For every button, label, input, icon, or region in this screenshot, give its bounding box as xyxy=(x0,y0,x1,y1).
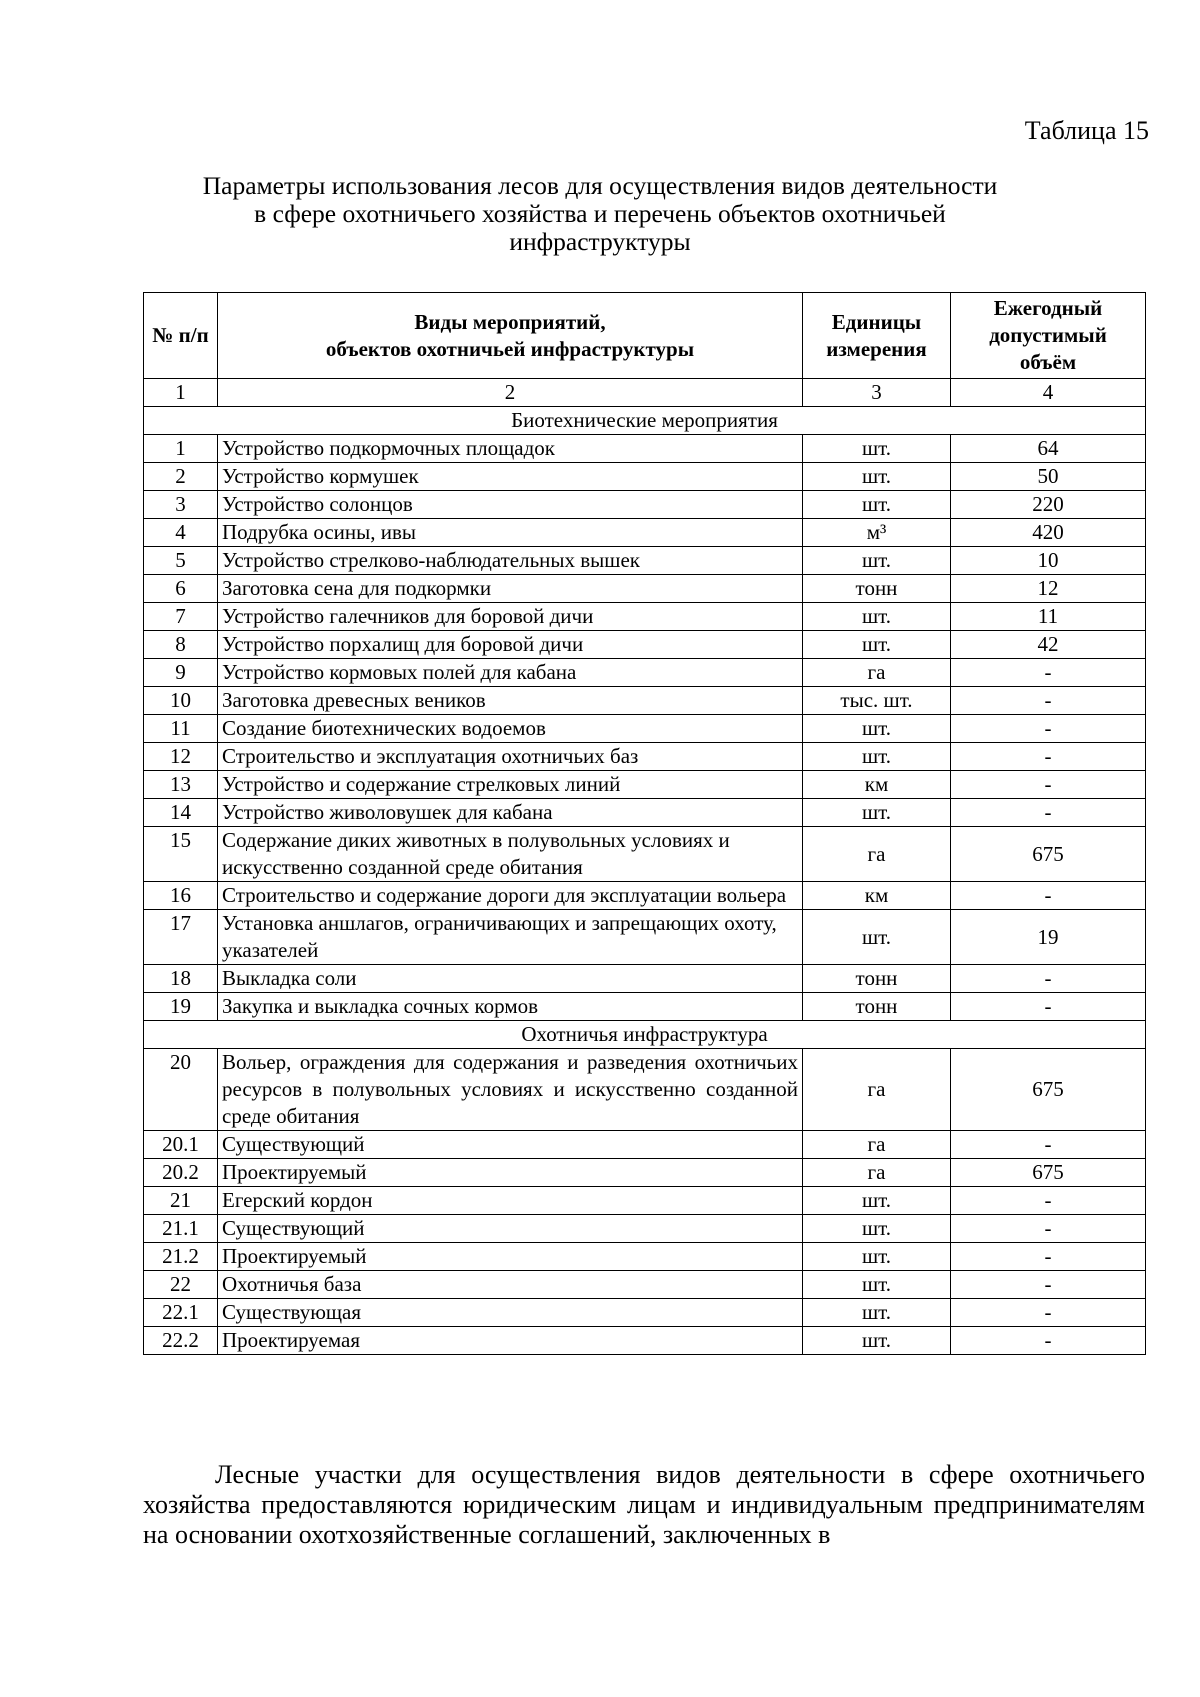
row-volume: - xyxy=(951,1187,1146,1215)
header-row xyxy=(144,293,1146,379)
row-number: 7 xyxy=(144,603,218,631)
row-name: Содержание диких животных в полувольных условиях и искусственно созданной среде обитания xyxy=(218,827,803,882)
table-row xyxy=(144,491,1146,519)
row-volume: - xyxy=(951,1215,1146,1243)
row-name: Существующий xyxy=(218,1215,803,1243)
table-row xyxy=(144,771,1146,799)
row-name: Заготовка сена для подкормки xyxy=(218,575,803,603)
table-row xyxy=(144,1243,1146,1271)
row-volume: - xyxy=(951,1299,1146,1327)
row-name: Охотничья база xyxy=(218,1271,803,1299)
section-title: Охотничья инфраструктура xyxy=(144,1021,1146,1049)
row-volume: 19 xyxy=(951,910,1146,965)
row-name: Подрубка осины, ивы xyxy=(218,519,803,547)
row-name: Создание биотехнических водоемов xyxy=(218,715,803,743)
row-number: 12 xyxy=(144,743,218,771)
row-name: Существующая xyxy=(218,1299,803,1327)
column-numbers-row xyxy=(144,379,1146,407)
row-unit: га xyxy=(803,659,951,687)
column-number: 1 xyxy=(144,379,218,407)
table-row xyxy=(144,882,1146,910)
table-row xyxy=(144,687,1146,715)
row-number: 20.1 xyxy=(144,1131,218,1159)
row-volume: - xyxy=(951,1327,1146,1355)
row-name: Существующий xyxy=(218,1131,803,1159)
table-row xyxy=(144,827,1146,882)
row-number: 9 xyxy=(144,659,218,687)
row-unit: шт. xyxy=(803,910,951,965)
row-volume: - xyxy=(951,687,1146,715)
row-name: Закупка и выкладка сочных кормов xyxy=(218,993,803,1021)
title-line: Параметры использования лесов для осуществления видов деятельности xyxy=(202,171,998,200)
table-body xyxy=(144,407,1146,1355)
row-number: 10 xyxy=(144,687,218,715)
row-unit: шт. xyxy=(803,743,951,771)
table-row xyxy=(144,1299,1146,1327)
row-volume: - xyxy=(951,715,1146,743)
header-unit: Единицы измерения xyxy=(803,293,951,379)
row-name: Устройство кормовых полей для кабана xyxy=(218,659,803,687)
row-name: Устройство подкормочных площадок xyxy=(218,435,803,463)
header-name: Виды мероприятий, объектов охотничьей инфраструктуры xyxy=(218,293,803,379)
row-volume: 420 xyxy=(951,519,1146,547)
body-paragraph: Лесные участки для осуществления видов деятельности в сфере охотничьего хозяйства предоставляются юридическим лицам и индивидуальным предпринимателям на основании охотхозяйственные соглашений, заключенных в xyxy=(143,1460,1145,1549)
row-unit: шт. xyxy=(803,1327,951,1355)
row-volume: 50 xyxy=(951,463,1146,491)
row-unit: га xyxy=(803,1049,951,1131)
row-name: Устройство живоловушек для кабана xyxy=(218,799,803,827)
row-volume: - xyxy=(951,1243,1146,1271)
row-unit: шт. xyxy=(803,1215,951,1243)
row-number: 8 xyxy=(144,631,218,659)
row-volume: - xyxy=(951,965,1146,993)
row-volume: 675 xyxy=(951,827,1146,882)
table-row xyxy=(144,1131,1146,1159)
row-number: 1 xyxy=(144,435,218,463)
section-title: Биотехнические мероприятия xyxy=(144,407,1146,435)
section-header-row xyxy=(144,1021,1146,1049)
table-row xyxy=(144,1271,1146,1299)
row-number: 2 xyxy=(144,463,218,491)
table-row xyxy=(144,547,1146,575)
row-number: 14 xyxy=(144,799,218,827)
row-volume: - xyxy=(951,1271,1146,1299)
row-unit: тыс. шт. xyxy=(803,687,951,715)
row-volume: 675 xyxy=(951,1159,1146,1187)
header-volume: Ежегодный допустимый объём xyxy=(951,293,1146,379)
section-header-row xyxy=(144,407,1146,435)
row-name: Заготовка древесных веников xyxy=(218,687,803,715)
row-volume: 220 xyxy=(951,491,1146,519)
parameters-table xyxy=(143,292,1146,1355)
row-unit: шт. xyxy=(803,491,951,519)
table-row xyxy=(144,519,1146,547)
title-line: инфраструктуры xyxy=(509,227,691,256)
table-row xyxy=(144,743,1146,771)
row-volume: - xyxy=(951,993,1146,1021)
row-volume: - xyxy=(951,771,1146,799)
row-name: Проектируемая xyxy=(218,1327,803,1355)
row-unit: шт. xyxy=(803,1271,951,1299)
row-volume: - xyxy=(951,659,1146,687)
row-unit: шт. xyxy=(803,1243,951,1271)
table-row xyxy=(144,715,1146,743)
row-name: Установка аншлагов, ограничивающих и запрещающих охоту, указателей xyxy=(218,910,803,965)
row-unit: шт. xyxy=(803,603,951,631)
table-row xyxy=(144,435,1146,463)
row-number: 19 xyxy=(144,993,218,1021)
row-number: 3 xyxy=(144,491,218,519)
header-num: № п/п xyxy=(144,293,218,379)
row-volume: - xyxy=(951,799,1146,827)
row-unit: шт. xyxy=(803,435,951,463)
row-number: 6 xyxy=(144,575,218,603)
row-name: Выкладка соли xyxy=(218,965,803,993)
title-line: в сфере охотничьего хозяйства и перечень объектов охотничьей xyxy=(254,199,946,228)
table-row xyxy=(144,1049,1146,1131)
row-number: 15 xyxy=(144,827,218,882)
row-volume: 675 xyxy=(951,1049,1146,1131)
table-row xyxy=(144,993,1146,1021)
table-row xyxy=(144,659,1146,687)
table-row xyxy=(144,631,1146,659)
row-unit: шт. xyxy=(803,1187,951,1215)
row-name: Устройство стрелково-наблюдательных вышек xyxy=(218,547,803,575)
row-number: 11 xyxy=(144,715,218,743)
table-row xyxy=(144,1215,1146,1243)
row-unit: км xyxy=(803,882,951,910)
table-row xyxy=(144,1159,1146,1187)
row-number: 22.2 xyxy=(144,1327,218,1355)
row-unit: тонн xyxy=(803,965,951,993)
row-volume: 42 xyxy=(951,631,1146,659)
row-name: Строительство и содержание дороги для эксплуатации вольера xyxy=(218,882,803,910)
table-row xyxy=(144,1327,1146,1355)
row-number: 4 xyxy=(144,519,218,547)
row-volume: 10 xyxy=(951,547,1146,575)
row-unit: шт. xyxy=(803,463,951,491)
row-volume: - xyxy=(951,1131,1146,1159)
table-row xyxy=(144,1187,1146,1215)
column-number: 4 xyxy=(951,379,1146,407)
row-name: Устройство солонцов xyxy=(218,491,803,519)
row-unit: тонн xyxy=(803,575,951,603)
table-row xyxy=(144,965,1146,993)
row-unit: шт. xyxy=(803,1299,951,1327)
row-number: 17 xyxy=(144,910,218,965)
row-number: 20.2 xyxy=(144,1159,218,1187)
row-name: Устройство и содержание стрелковых линий xyxy=(218,771,803,799)
table-title xyxy=(0,172,1200,256)
row-unit: шт. xyxy=(803,547,951,575)
row-number: 18 xyxy=(144,965,218,993)
row-unit: шт. xyxy=(803,715,951,743)
row-number: 22 xyxy=(144,1271,218,1299)
column-number: 2 xyxy=(218,379,803,407)
row-volume: - xyxy=(951,743,1146,771)
table-row xyxy=(144,603,1146,631)
row-volume: 12 xyxy=(951,575,1146,603)
row-name: Устройство кормушек xyxy=(218,463,803,491)
row-unit: га xyxy=(803,1131,951,1159)
row-number: 21.1 xyxy=(144,1215,218,1243)
column-number: 3 xyxy=(803,379,951,407)
row-volume: - xyxy=(951,882,1146,910)
row-unit: шт. xyxy=(803,799,951,827)
row-unit: га xyxy=(803,1159,951,1187)
table-row xyxy=(144,575,1146,603)
row-unit: м³ xyxy=(803,519,951,547)
row-number: 13 xyxy=(144,771,218,799)
row-name: Егерский кордон xyxy=(218,1187,803,1215)
row-name: Вольер, ограждения для содержания и разведения охотничьих ресурсов в полувольных условиях и искусственно созданной среде обитания xyxy=(218,1049,803,1131)
table-row xyxy=(144,910,1146,965)
row-number: 16 xyxy=(144,882,218,910)
table-row xyxy=(144,463,1146,491)
row-unit: тонн xyxy=(803,993,951,1021)
row-number: 21 xyxy=(144,1187,218,1215)
row-unit: км xyxy=(803,771,951,799)
row-name: Проектируемый xyxy=(218,1243,803,1271)
row-volume: 64 xyxy=(951,435,1146,463)
table-label: Таблица 15 xyxy=(1024,116,1149,145)
table-row xyxy=(144,799,1146,827)
row-number: 22.1 xyxy=(144,1299,218,1327)
row-number: 5 xyxy=(144,547,218,575)
row-number: 21.2 xyxy=(144,1243,218,1271)
row-name: Устройство галечников для боровой дичи xyxy=(218,603,803,631)
row-name: Устройство порхалищ для боровой дичи xyxy=(218,631,803,659)
row-unit: шт. xyxy=(803,631,951,659)
row-unit: га xyxy=(803,827,951,882)
row-number: 20 xyxy=(144,1049,218,1131)
row-name: Строительство и эксплуатация охотничьих баз xyxy=(218,743,803,771)
row-name: Проектируемый xyxy=(218,1159,803,1187)
row-volume: 11 xyxy=(951,603,1146,631)
